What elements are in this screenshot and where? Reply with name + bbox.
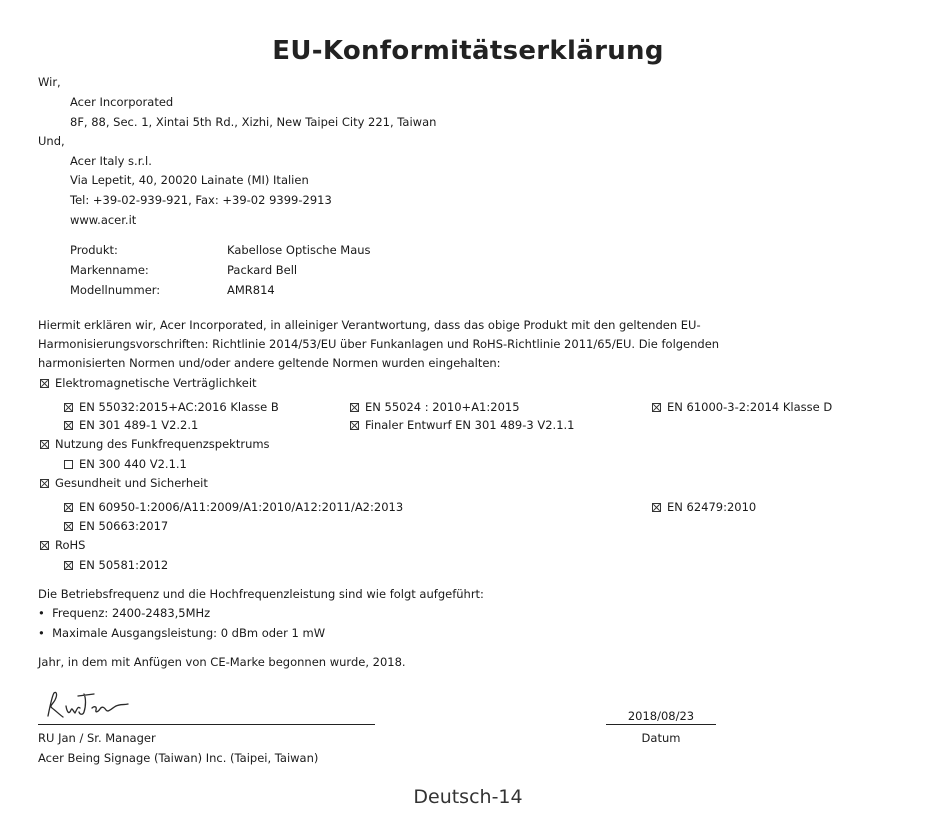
company1-name: Acer Incorporated (70, 95, 174, 109)
standard-en50663: EN 50663:2017 (64, 519, 168, 533)
produkt-label: Produkt: (70, 243, 118, 257)
standard-en300440: EN 300 440 V2.1.1 (64, 457, 187, 471)
checked-box-icon (350, 403, 359, 412)
signer-name: RU Jan / Sr. Manager (38, 731, 156, 745)
marke-value: Packard Bell (227, 263, 298, 277)
standard-en62479: EN 62479:2010 (652, 500, 756, 514)
checked-box-icon (64, 561, 73, 570)
standard-en301489-3: Finaler Entwurf EN 301 489-3 V2.1.1 (350, 418, 574, 432)
checked-box-icon (40, 479, 49, 488)
declaration-line-3: harmonisierten Normen und/oder andere geltende Normen wurden eingehalten: (38, 356, 501, 370)
frequency-item: • Frequenz: 2400-2483,5MHz (38, 606, 211, 620)
page-footer: Deutsch-14 (413, 786, 523, 808)
standard-en50581: EN 50581:2012 (64, 558, 168, 572)
page-title: EU-Konformitätserklärung (272, 36, 664, 66)
empty-box-icon (64, 460, 73, 469)
checked-box-icon (40, 440, 49, 449)
checked-box-icon (40, 541, 49, 550)
standard-en60950: EN 60950-1:2006/A11:2009/A1:2010/A12:2011/A2:2013 (64, 500, 403, 514)
company1-address: 8F, 88, Sec. 1, Xintai 5th Rd., Xizhi, New Taipei City 221, Taiwan (70, 115, 437, 129)
handwritten-signature (40, 688, 140, 722)
company2-address: Via Lepetit, 40, 20020 Lainate (MI) Italien (70, 173, 309, 187)
ce-year-statement: Jahr, in dem mit Anfügen von CE-Marke begonnen wurde, 2018. (38, 655, 406, 669)
checked-box-icon (40, 379, 49, 388)
produkt-value: Kabellose Optische Maus (227, 243, 371, 257)
standard-en61000: EN 61000-3-2:2014 Klasse D (652, 400, 832, 414)
checked-box-icon (64, 503, 73, 512)
standard-en55032: EN 55032:2015+AC:2016 Klasse B (64, 400, 279, 414)
funk-category: Nutzung des Funkfrequenzspektrums (40, 437, 270, 451)
declaration-line-1: Hiermit erklären wir, Acer Incorporated, in alleiniger Verantwortung, dass das obige Produkt mit den geltenden EU- (38, 318, 701, 332)
signature-date: 2018/08/23 (627, 709, 695, 723)
modell-label: Modellnummer: (70, 283, 161, 297)
frequency-intro: Die Betriebsfrequenz und die Hochfrequenzleistung sind wie folgt aufgeführt: (38, 587, 484, 601)
signer-company: Acer Being Signage (Taiwan) Inc. (Taipei, Taiwan) (38, 751, 319, 765)
emv-category: Elektromagnetische Verträglichkeit (40, 376, 257, 390)
checked-box-icon (64, 522, 73, 531)
power-item: • Maximale Ausgangsleistung: 0 dBm oder 1 mW (38, 626, 326, 640)
sicherheit-category: Gesundheit und Sicherheit (40, 476, 208, 490)
company2-name: Acer Italy s.r.l. (70, 154, 152, 168)
und-label: Und, (38, 134, 65, 148)
company2-phone: Tel: +39-02-939-921, Fax: +39-02 9399-2913 (70, 193, 332, 207)
date-line (606, 724, 716, 725)
declaration-line-2: Harmonisierungsvorschriften: Richtlinie 2014/53/EU über Funkanlagen und RoHS-Richtlinie 2011/65/EU. Die folgenden (38, 337, 720, 351)
signature-line (38, 724, 375, 725)
bullet-icon: • (38, 606, 53, 620)
company2-web: www.acer.it (70, 213, 137, 227)
checked-box-icon (64, 403, 73, 412)
checked-box-icon (652, 403, 661, 412)
checked-box-icon (64, 421, 73, 430)
marke-label: Markenname: (70, 263, 149, 277)
standard-en301489-1: EN 301 489-1 V2.2.1 (64, 418, 198, 432)
rohs-category: RoHS (40, 538, 85, 552)
date-label: Datum (641, 731, 681, 745)
bullet-icon: • (38, 626, 53, 640)
standard-en55024: EN 55024 : 2010+A1:2015 (350, 400, 520, 414)
checked-box-icon (652, 503, 661, 512)
modell-value: AMR814 (227, 283, 275, 297)
checked-box-icon (350, 421, 359, 430)
wir-label: Wir, (38, 75, 61, 89)
